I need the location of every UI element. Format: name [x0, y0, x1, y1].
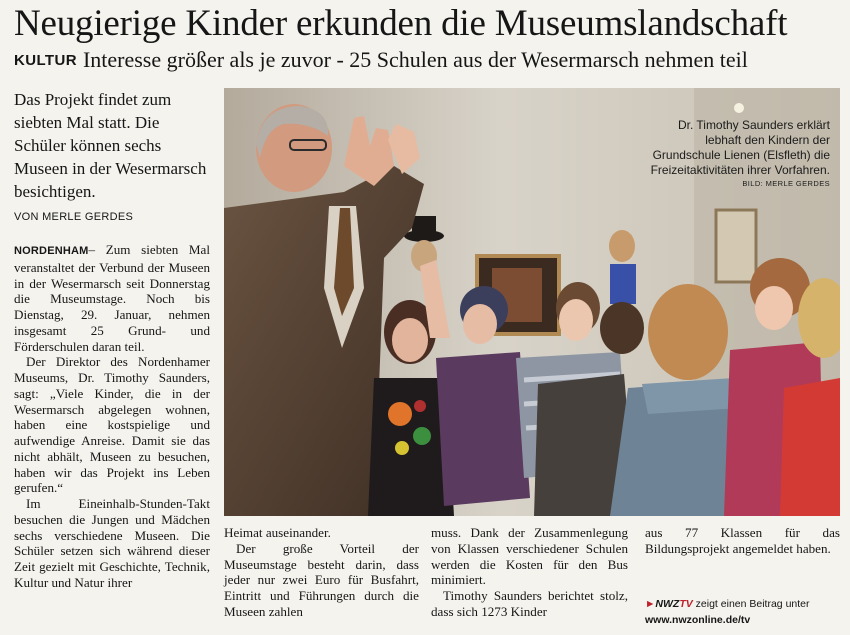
paragraph: Der große Vorteil der Museumstage besteht darin, dass jeder nur zwei Euro für Busfahrt, Eintritt und Führungen durch die Museen zahlen — [224, 540, 419, 619]
teaser: Das Projekt findet zum siebten Mal statt. Die Schüler können sechs Museen in der Wesermarsch besichtigen. — [14, 90, 207, 201]
tv-promo-text: zeigt einen Beitrag unter — [695, 598, 810, 610]
tv-promo-link[interactable]: www.nwzonline.de/tv — [645, 614, 751, 626]
article-photo — [224, 88, 840, 516]
arrow-icon: ► — [645, 598, 656, 610]
paragraph — [14, 242, 210, 354]
byline: VON MERLE GERDES — [14, 211, 134, 223]
dateline: NORDENHAM — [14, 245, 89, 257]
brand-tv: TV — [679, 598, 693, 610]
paragraph: Der Direktor des Nordenhamer Museums, Dr. Timothy Saunders, sagt: „Viele Kinder, die in der Wesermarsch abgelegen wohnen, haben eine kostspielige und aufwendige Anreise. Damit sie das nicht abhält, Museen zu besuchen, haben wir das Projekt ins Leben gerufen.“ — [14, 354, 210, 496]
nwz-tv-logo — [655, 598, 692, 610]
article-column-3 — [431, 525, 628, 620]
subheadline-text: Interesse größer als je zuvor - 25 Schulen aus der Wesermarsch nehmen teil — [82, 47, 748, 72]
section-kicker: KULTUR — [14, 52, 77, 69]
tv-promo — [645, 596, 841, 628]
paragraph-text: – Zum siebten Mal veranstaltet der Verbund der Museen in der Wesermarsch seit Donnerstag die Museumstage. Noch bis Dienstag, 29. Januar, nehmen insgesamt 25 Grund- und Förderschulen daran teil. — [14, 242, 210, 354]
paragraph: Timothy Saunders berichtet stolz, dass sich 1273 Kinder — [431, 588, 628, 619]
paragraph: muss. Dank der Zusammenlegung von Klassen verschiedener Schulen werden die Kosten für den Bus minimiert. — [431, 525, 628, 588]
photo-credit: BILD: MERLE GERDES — [742, 179, 830, 188]
brand-nwz: NWZ — [655, 598, 680, 610]
caption-text: Dr. Timothy Saunders erklärt lebhaft den Kindern der Grundschule Lienen (Elsfleth) die Freizeitaktivitäten ihrer Vorfahren. — [650, 118, 830, 177]
article-column-2 — [224, 525, 419, 620]
paragraph: Im Eineinhalb-Stunden-Takt besuchen die Jungen und Mädchen sechs verschiedene Museen. Die Schüler setzen sich während dieser Zeit gezielt mit Geschichte, Technik, Kultur und Natur ihrer — [14, 496, 210, 590]
article-column-1 — [14, 242, 210, 591]
photo-caption — [644, 118, 830, 190]
paragraph: aus 77 Klassen für das Bildungsprojekt angemeldet haben. — [645, 525, 840, 556]
headline: Neugierige Kinder erkunden die Museumslandschaft — [14, 3, 788, 44]
paragraph: Heimat auseinander. — [224, 525, 331, 540]
article-column-4 — [645, 525, 840, 557]
subheadline — [14, 45, 840, 76]
